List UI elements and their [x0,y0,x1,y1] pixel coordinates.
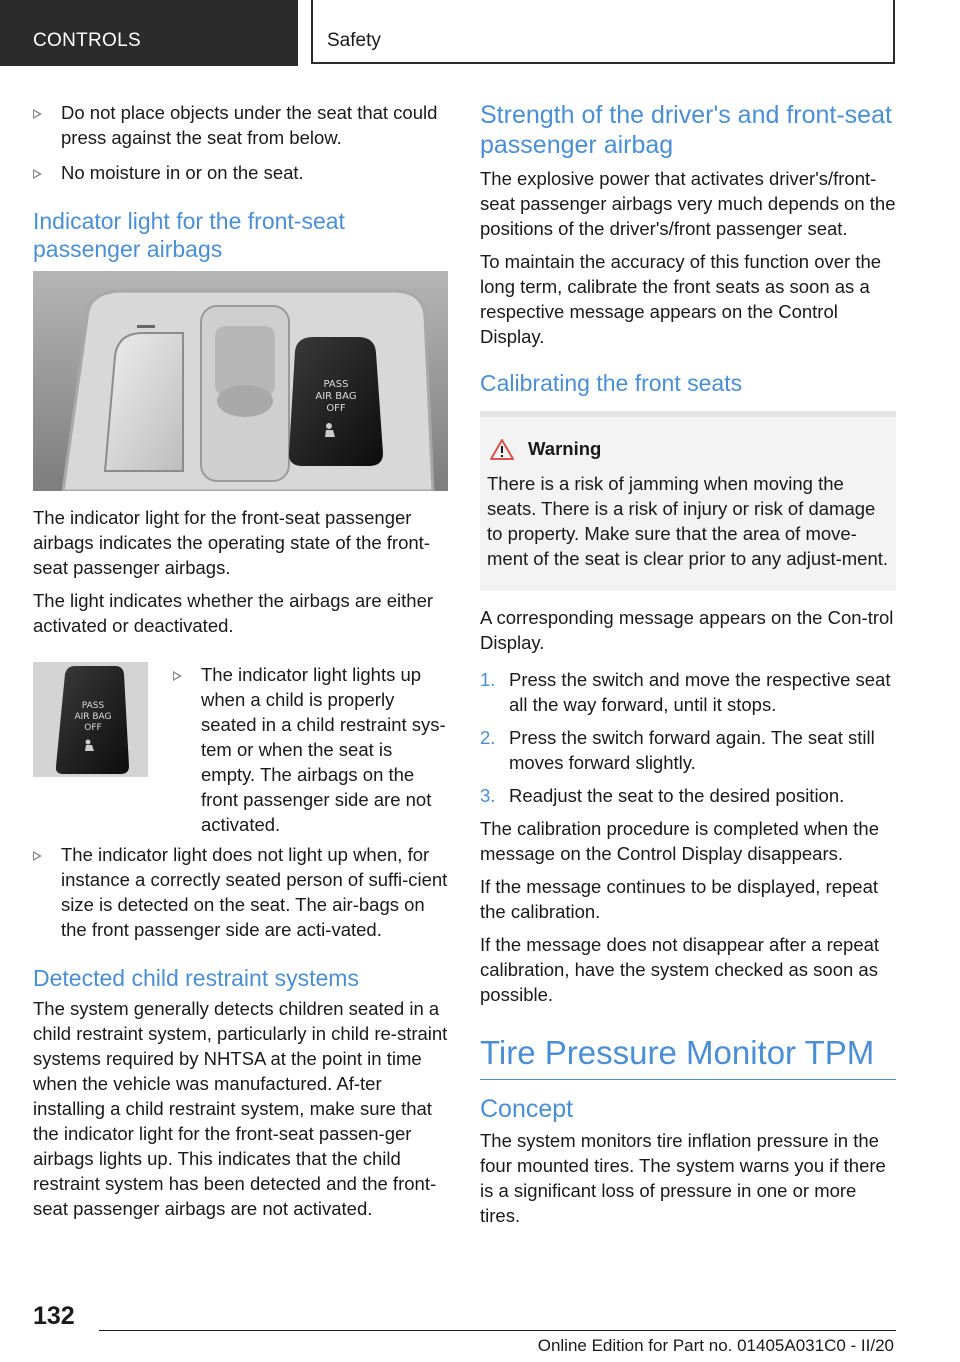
warning-triangle-icon [490,438,514,460]
section-tab: CONTROLS [0,0,298,66]
svg-text:AIR BAG: AIR BAG [315,391,357,402]
list-item: 2. Press the switch forward again. The seat still moves forward slightly. [480,727,875,773]
svg-text:OFF: OFF [326,403,346,414]
page-number: 132 [33,1302,75,1330]
list-item: The indicator light does not light up when, for instance a correctly seated person of suffi-cient size is detected on the seat. The air-bags on the front passenger side are acti-vated. [33,842,448,942]
warning-box [480,417,896,591]
edition-text: Online Edition for Part no. 01405A031C0 - II/20 [537,1336,894,1355]
paragraph: A corresponding message appears on the Con-trol Display. [480,607,894,653]
heading-concept: Concept [480,1095,574,1123]
indicator-button-image [33,662,148,777]
paragraph: The explosive power that activates driver's/front-seat passenger airbags very much depends on the positions of the driver's/front passenger seat. [480,168,896,239]
left-column [33,100,448,1229]
svg-text:PASS: PASS [323,379,349,390]
list-item: Do not place objects under the seat that could press against the seat from below. [33,100,448,150]
seat-occupant-icon [326,423,332,429]
svg-text:AIR BAG: AIR BAG [74,712,112,722]
heading-calibrating: Calibrating the front seats [480,370,743,396]
heading-tpm: Tire Pressure Monitor TPM [480,1034,875,1071]
svg-text:OFF: OFF [84,723,102,733]
warning-title: Warning [487,437,890,461]
footer-divider [99,1330,896,1331]
pass-airbag-off-photo [33,662,148,777]
list-item: No moisture in or on the seat. [33,160,448,185]
triangle-bullet-icon [33,851,42,861]
triangle-bullet-icon [173,671,182,681]
list-item: The indicator light lights up when a child is properly seated in a child restraint sys-tem or when the seat is empty. The airbags on the front passenger side are not activated. [173,662,448,837]
svg-text:PASS: PASS [81,701,105,711]
warning-text: There is a risk of jamming when moving the seats. There is a risk of injury or risk of damage to property. Make sure that the area of move-ment of the seat is clear prior to any adjust-ment. [487,473,889,569]
right-column [480,100,896,1236]
airbag-indicator-photo [33,271,448,491]
list-item: 1. Press the switch and move the respective seat all the way forward, until it stops. [480,669,891,715]
paragraph: If the message does not disappear after a repeat calibration, have the system checked as soon as possible. [480,934,880,1005]
paragraph: To maintain the accuracy of this function over the long term, calibrate the front seats as soon as a respective message appears on the Control Display. [480,251,882,347]
list-item: 3. Readjust the seat to the desired position. [480,785,845,806]
chapter-tab: Safety [311,0,895,64]
triangle-bullet-icon [33,169,42,179]
indicator-detail [33,662,448,842]
page-header [0,0,960,66]
overhead-console-image [33,271,448,491]
paragraph: The indicator light for the front-seat passenger airbags indicates the operating state of the front-seat passenger airbags. [33,507,430,578]
paragraph: The system generally detects children seated in a child restraint system, particularly in child re-straint systems required by NHTSA at the point in time when the vehicle was manufactured. Af-ter installing a child restraint system, make sure that the indicator light for the front-seat passen-ger airbags lights up. This indicates that the child restraint system has been detected and the front-seat passenger airbags are not activated. [33,998,448,1219]
paragraph: The light indicates whether the airbags are either activated or deactivated. [33,590,434,636]
heading-detected-child-restraint: Detected child restraint systems [33,965,359,991]
heading-indicator-light: Indicator light for the front-seat passenger airbags [33,208,345,262]
paragraph: The system monitors tire inflation pressure in the four mounted tires. The system warns you if there is a significant loss of pressure in one or more tires. [480,1130,886,1226]
triangle-bullet-icon [33,109,42,119]
paragraph: If the message continues to be displayed, repeat the calibration. [480,876,879,922]
heading-airbag-strength: Strength of the driver's and front-seat passenger airbag [480,101,892,159]
paragraph: The calibration procedure is completed when the message on the Control Display disappears. [480,818,880,864]
section-heading-wrapper [480,1033,896,1080]
